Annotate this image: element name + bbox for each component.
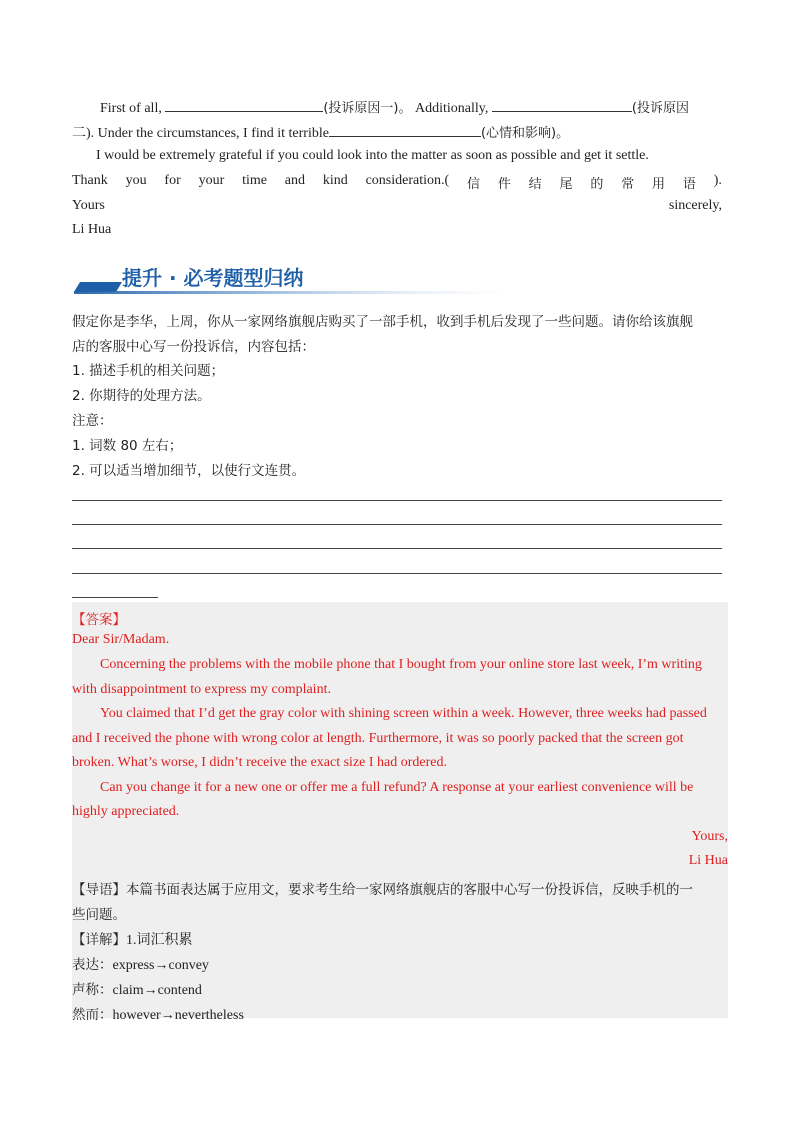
section-title: 提升 · 必考题型归纳 [122, 266, 304, 290]
word: 语 [682, 177, 696, 192]
answer-line: and I received the phone with wrong color at length. Furthermore, it was so poorly packed that the screen got [72, 731, 684, 746]
word: your [198, 173, 225, 188]
vocab-en: however→nevertheless [112, 1008, 244, 1023]
word: 常 [621, 177, 635, 192]
vocab-cn: 声称： [72, 982, 113, 998]
answer-label: 【答案】 [72, 612, 126, 628]
guide-label: 【导语】 [72, 882, 126, 898]
intro-note-reason-two: (投诉原因 [631, 101, 689, 116]
answer-line: You claimed that I’d get the gray color with shining screen within a week. However, three weeks had passed [100, 706, 707, 721]
intro-line-2-prefix: 二). Under the circumstances, I find it terrible [72, 126, 329, 141]
answer-line: Concerning the problems with the mobile phone that I bought from your online store last week, I’m writing [100, 657, 702, 672]
intro-line-3: I would be extremely grateful if you could look into the matter as soon as possible and get it settle. [96, 148, 649, 163]
closing-sincerely: sincerely, [668, 198, 722, 213]
guide-line-2: 些问题。 [72, 907, 126, 923]
blank-reason-one[interactable] [165, 97, 323, 112]
word: consideration.( [365, 173, 450, 188]
intro-line-1-middle: Additionally, [411, 101, 492, 116]
blank-reason-two[interactable] [492, 97, 632, 112]
blank-feelings[interactable] [329, 122, 481, 137]
word: Thank [72, 173, 108, 188]
intro-line-1 [100, 97, 730, 117]
answer-line: Can you change it for a new one or offer me a full refund? A response at your earliest convenience will be [100, 780, 694, 795]
detail-line [72, 928, 724, 949]
vocab-item [72, 978, 724, 999]
vocab-item [72, 953, 724, 974]
intro-note-feelings: (心情和影响)。 [480, 126, 570, 141]
vocab-en: express→convey [112, 958, 209, 973]
word: and [284, 173, 306, 188]
note-label: 注意： [72, 413, 113, 429]
word: you [125, 173, 147, 188]
vocab-en: claim→contend [112, 983, 202, 998]
word: 的 [590, 177, 604, 192]
closing-yours: Yours [72, 198, 105, 213]
prompt-item-2: 2. 你期待的处理方法。 [72, 388, 211, 404]
writing-line[interactable] [72, 548, 722, 549]
word: 结 [528, 177, 542, 192]
writing-line-short[interactable] [72, 597, 158, 598]
word: 件 [497, 177, 511, 192]
note-2: 2. 可以适当增加细节，以使行文连贯。 [72, 463, 306, 479]
vocab-cn: 然而： [72, 1007, 113, 1023]
vocab-cn: 表达： [72, 957, 113, 973]
word: 尾 [559, 177, 573, 192]
writing-line[interactable] [72, 573, 722, 574]
section-banner [74, 262, 504, 296]
intro-note-reason-one: (投诉原因一)。 [323, 101, 412, 116]
answer-line: broken. What’s worse, I didn’t receive the exact size I had ordered. [72, 755, 447, 770]
word: kind [322, 173, 348, 188]
intro-line-4 [72, 173, 722, 192]
prompt-line-1: 假定你是李华，上周，你从一家网络旗舰店购买了一部手机，收到手机后发现了一些问题。请你给该旗舰 [72, 314, 693, 330]
word: 用 [652, 177, 666, 192]
intro-signature: Li Hua [72, 222, 112, 237]
word: time [242, 173, 267, 188]
detail-heading: 1.词汇积累 [126, 933, 193, 948]
intro-line-5 [72, 198, 722, 214]
word: ). [713, 173, 722, 188]
prompt-line-2: 店的客服中心写一份投诉信，内容包括： [72, 339, 315, 355]
prompt-item-1: 1. 描述手机的相关问题； [72, 363, 225, 379]
answer-closing: Yours, [691, 829, 728, 844]
writing-line[interactable] [72, 500, 722, 501]
word: 信 [466, 177, 480, 192]
answer-line: with disappointment to express my complaint. [72, 682, 331, 697]
answer-greeting: Dear Sir/Madam. [72, 632, 170, 647]
guide-line-1 [72, 878, 724, 898]
note-1: 1. 词数 80 左右； [72, 438, 183, 454]
writing-line[interactable] [72, 524, 722, 525]
guide-text-1: 本篇书面表达属于应用文，要求考生给一家网络旗舰店的客服中心写一份投诉信，反映手机的一 [126, 882, 693, 898]
detail-label: 【详解】 [72, 932, 126, 948]
intro-line-2 [72, 122, 724, 142]
vocab-item [72, 1003, 724, 1024]
answer-line: highly appreciated. [72, 804, 180, 819]
intro-line-1-prefix: First of all, [100, 101, 166, 116]
word: for [164, 173, 181, 188]
answer-signature: Li Hua [688, 853, 728, 868]
